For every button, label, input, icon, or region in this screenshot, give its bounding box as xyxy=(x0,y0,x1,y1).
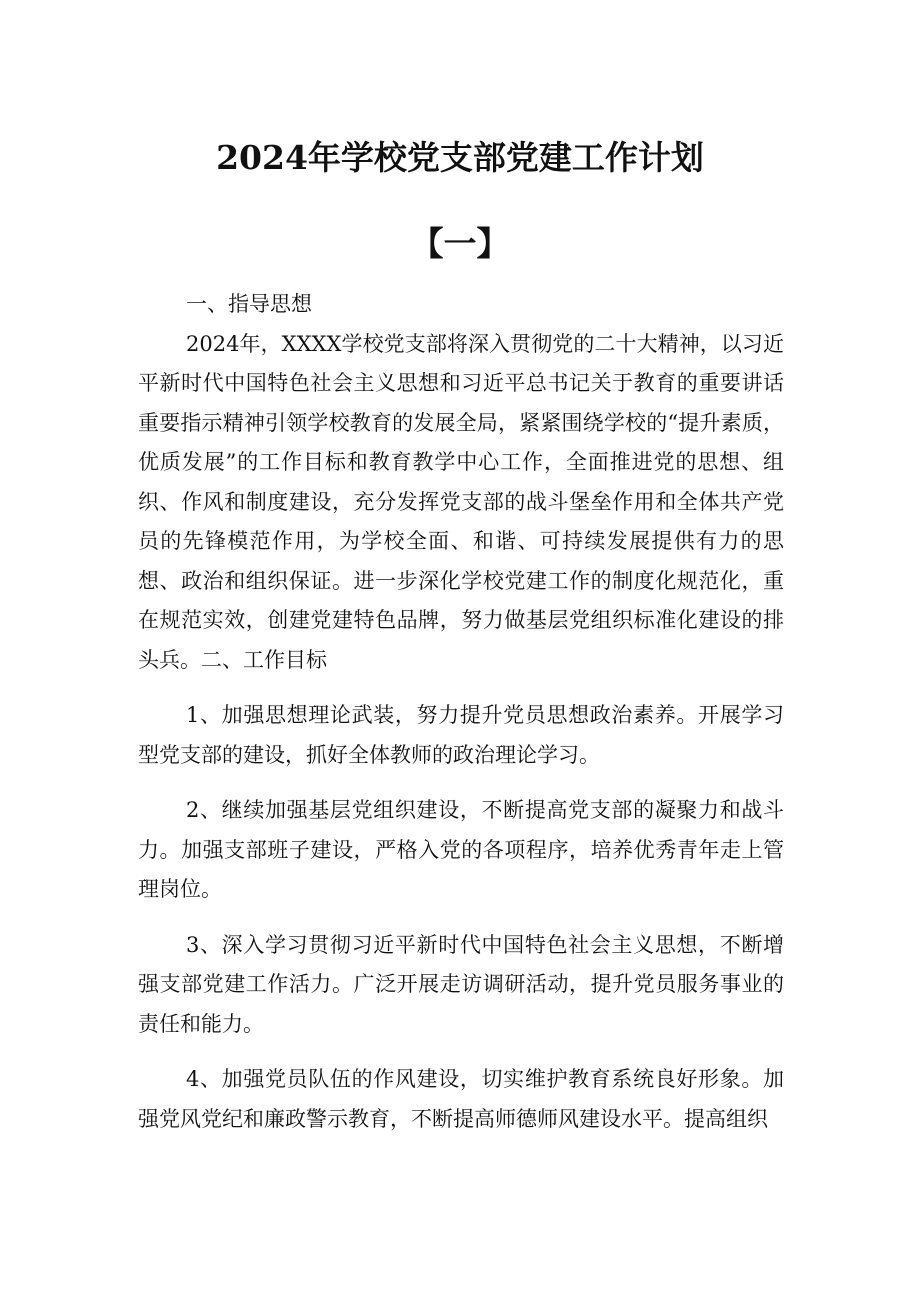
document-subtitle: 【一】 xyxy=(410,224,510,263)
document-title: 2024年学校党支部党建工作计划 xyxy=(216,138,704,177)
goal-item-3: 3、深入学习贯彻习近平新时代中国特色社会主义思想，不断增强支部党建工作活力。广泛开展走访调研活动，提升党员服务事业的责任和能力。 xyxy=(138,932,784,1036)
section-heading-guiding-ideology: 一、指导思想 xyxy=(186,292,312,316)
document-body xyxy=(138,285,784,1139)
goal-item-1: 1、加强思想理论武装，努力提升党员思想政治素养。开展学习型党支部的建设，抓好全体教师的政治理论学习。 xyxy=(138,703,784,767)
goal-item-4: 4、加强党员队伍的作风建设，切实维护教育系统良好形象。加强党风党纪和廉政警示教育，不断提高师德师风建设水平。提高组织 xyxy=(138,1067,784,1131)
paragraph-guiding-ideology: 2024年，XXXX学校党支部将深入贯彻党的二十大精神，以习近平新时代中国特色社会主义思想和习近平总书记关于教育的重要讲话重要指示精神引领学校教育的发展全局，紧紧围绕学校的“提升素质，优质发展”的工作目标和教育教学中心工作，全面推进党的思想、组织、作风和制度建设，充分发挥党支部的战斗堡垒作用和全体共产党员的先锋模范作用，为学校全面、和谐、可持续发展提供有力的思想、政治和组织保证。进一步深化学校党建工作的制度化规范化，重在规范实效，创建党建特色品牌，努力做基层党组织标准化建设的排头兵。二、工作目标 xyxy=(138,331,784,672)
goal-item-2: 2、继续加强基层党组织建设，不断提高党支部的凝聚力和战斗力。加强支部班子建设，严格入党的各项程序，培养优秀青年走上管理岗位。 xyxy=(138,798,784,901)
